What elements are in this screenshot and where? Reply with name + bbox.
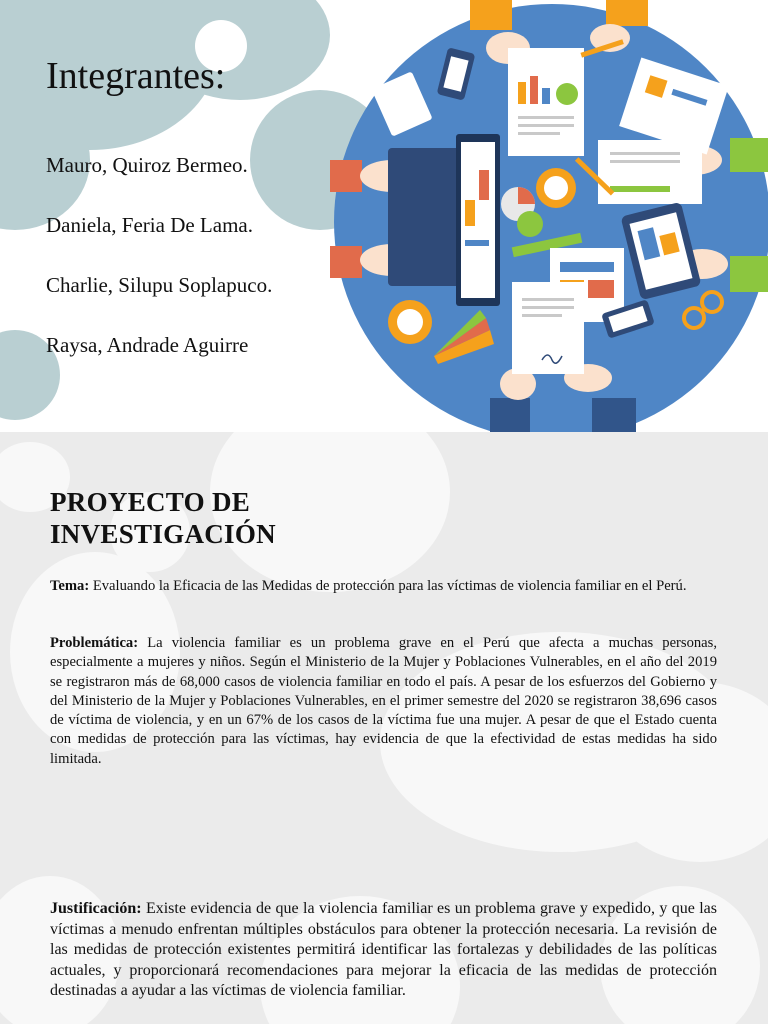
member-name: Raysa, Andrade Aguirre: [46, 333, 249, 357]
document: [598, 140, 702, 204]
problematica-paragraph: [50, 634, 717, 769]
members-list: [46, 150, 272, 390]
signature-paper: [512, 282, 584, 374]
tema-label: Tema:: [50, 578, 90, 594]
justificacion-label: Justificación:: [50, 900, 142, 917]
arm: [330, 160, 362, 192]
arm: [592, 398, 636, 432]
slide-integrantes: [0, 0, 768, 432]
problematica-label: Problemática:: [50, 635, 139, 651]
arm: [730, 138, 768, 172]
laptop-keyboard: [388, 148, 460, 286]
project-title: PROYECTO DE INVESTIGACIÓN: [50, 487, 276, 549]
member-name: Charlie, Silupu Soplapuco.: [46, 273, 273, 297]
background-blob: [550, 806, 596, 852]
arm: [470, 0, 512, 30]
arm: [330, 246, 362, 278]
tema-paragraph: [50, 577, 717, 596]
tema-text: Evaluando la Eficacia de las Medidas de protección para las víctimas de violencia familiar en el Perú.: [92, 578, 687, 594]
members-title: Integrantes:: [46, 55, 226, 97]
arm: [490, 398, 530, 432]
teamwork-illustration: [330, 0, 768, 432]
member-name: Mauro, Quiroz Bermeo.: [46, 153, 248, 177]
arm: [730, 256, 768, 292]
justificacion-text: Existe evidencia de que la violencia familiar es un problema grave y expedido, y que las víctimas a menudo enfrentan múltiples obstáculos para obtener la protección necesaria. La revisión de las medidas de protección existentes permitirá identificar las fortalezas y debilidades de las políticas actuales, y proporcionará recomendaciones para mejorar la eficacia de las medidas de protección destinadas a ayudar a las víctimas de violencia familiar.: [50, 900, 718, 999]
arm: [606, 0, 648, 26]
member-name: Daniela, Feria De Lama.: [46, 213, 253, 237]
problematica-text: La violencia familiar es un problema grave en el Perú que afecta a muchas personas, especialmente a mujeres y niños. Según el Ministerio de la Mujer y Poblaciones Vulnerables, en el año del 2019 se registraron más de 68,000 casos de violencia familiar en todo el país. A pesar de los esfuerzos del Gobierno y del Ministerio de la Mujer y Poblaciones Vulnerables, en el primer semestre del 2020 se registraron 38,696 casos de víctima de violencia, y en un 67% de los casos de la víctima fue una mujer. A pesar de que el Estado cuenta con medidas de protección para las víctimas, hay evidencia de que la efectividad de estas medidas ha sido limitada.: [50, 635, 717, 767]
justificacion-paragraph: [50, 899, 717, 1002]
